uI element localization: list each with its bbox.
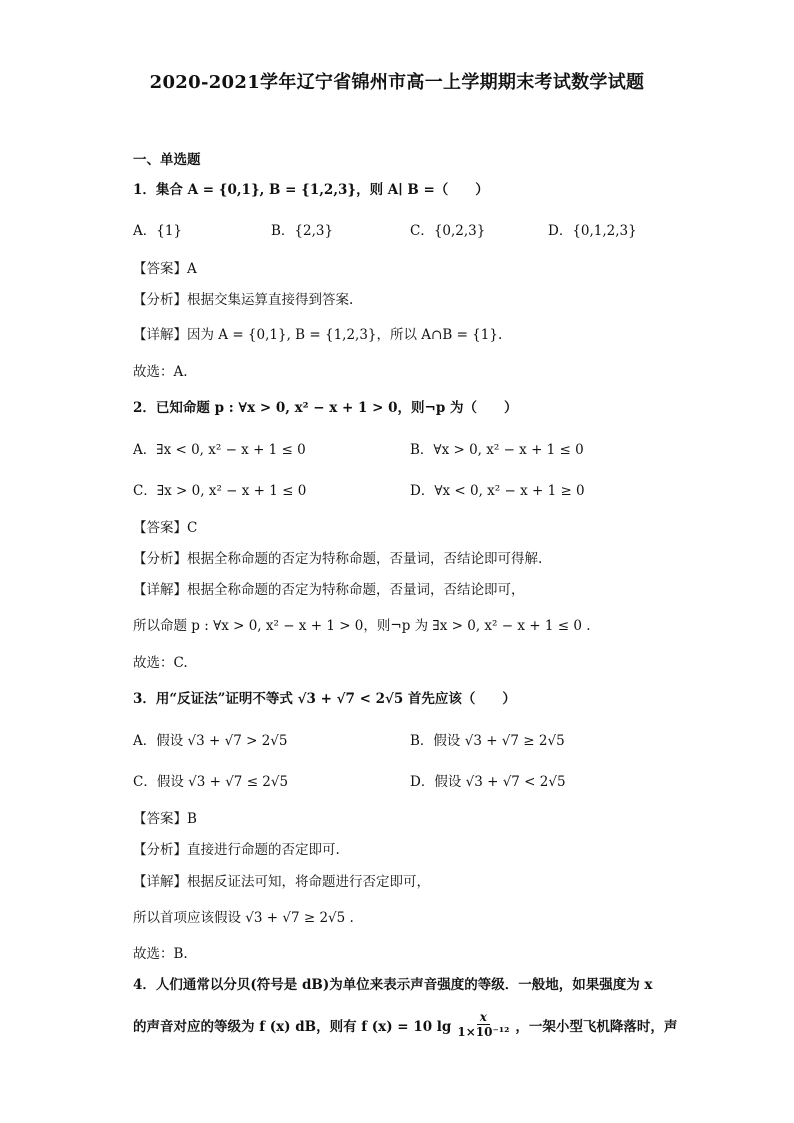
question-3-analysis: 【分析】直接进行命题的否定即可. [133,842,340,858]
question-4-fraction [454,1010,512,1039]
question-3-option-b: B．假设 √3 + √7 ≥ 2√5 [410,733,565,749]
section-heading: 一、单选题 [133,152,201,168]
question-2-option-a: A．∃x < 0, x² − x + 1 ≤ 0 [133,442,306,458]
question-3-option-a: A．假设 √3 + √7 > 2√5 [133,733,288,749]
question-1-option-d: D．{0,1,2,3} [548,223,637,239]
question-2-detail-2: 所以命题 p : ∀x > 0, x² − x + 1 > 0，则¬p 为 ∃x > 0, x² − x + 1 ≤ 0 . [133,618,591,634]
question-1-option-b: B．{2,3} [271,223,334,239]
question-3-option-d: D．假设 √3 + √7 < 2√5 [410,774,566,790]
question-1-detail: 【详解】因为 A = {0,1}, B = {1,2,3}，所以 A∩B = {1}. [133,327,503,343]
question-2-stem: 2．已知命题 p : ∀x > 0, x² − x + 1 > 0，则¬p 为（ ） [133,400,518,416]
question-4-text-b: ，一架小型飞机降落时，声 [515,1018,678,1035]
question-2-option-c: C．∃x > 0, x² − x + 1 ≤ 0 [133,483,307,499]
question-3-detail-2: 所以首项应该假设 √3 + √7 ≥ 2√5 . [133,910,354,926]
question-4-stem-line-2 [133,1010,677,1039]
question-2-option-d: D．∀x < 0, x² − x + 1 ≥ 0 [410,483,585,499]
question-3-stem: 3．用“反证法”证明不等式 √3 + √7 < 2√5 首先应该（ ） [133,691,516,707]
question-1-answer: 【答案】A [133,261,197,277]
question-1-option-a: A．{1} [133,223,183,239]
question-2-detail: 【详解】根据全称命题的否定为特称命题，否量词，否结论即可， [133,582,525,598]
question-3-answer: 【答案】B [133,811,197,827]
question-4-text-a: 的声音对应的等级为 f (x) dB，则有 f (x) = 10 lg [133,1018,452,1035]
fraction-denominator: 1×10⁻¹² [457,1025,510,1039]
question-2-analysis: 【分析】根据全称命题的否定为特称命题，否量词，否结论即可得解. [133,551,543,567]
page-title: 2020-2021学年辽宁省锦州市高一上学期期末考试数学试题 [149,72,645,93]
question-3-choice: 故选：B. [133,946,188,962]
question-2-answer: 【答案】C [133,520,198,536]
fraction-numerator: x [477,1010,490,1025]
question-4-stem-line-1: 4．人们通常以分贝(符号是 dB)为单位来表示声音强度的等级．一般地，如果强度为 x [133,977,653,993]
question-1-analysis: 【分析】根据交集运算直接得到答案. [133,292,354,308]
question-2-choice: 故选：C. [133,655,188,671]
question-2-option-b: B．∀x > 0, x² − x + 1 ≤ 0 [410,442,584,458]
question-1-stem: 1．集合 A = {0,1}, B = {1,2,3}，则 A∣ B =（ ） [133,182,489,198]
question-3-option-c: C．假设 √3 + √7 ≤ 2√5 [133,774,289,790]
question-1-option-c: C．{0,2,3} [410,223,486,239]
question-3-detail: 【详解】根据反证法可知，将命题进行否定即可， [133,874,430,890]
question-1-choice: 故选：A. [133,364,188,380]
